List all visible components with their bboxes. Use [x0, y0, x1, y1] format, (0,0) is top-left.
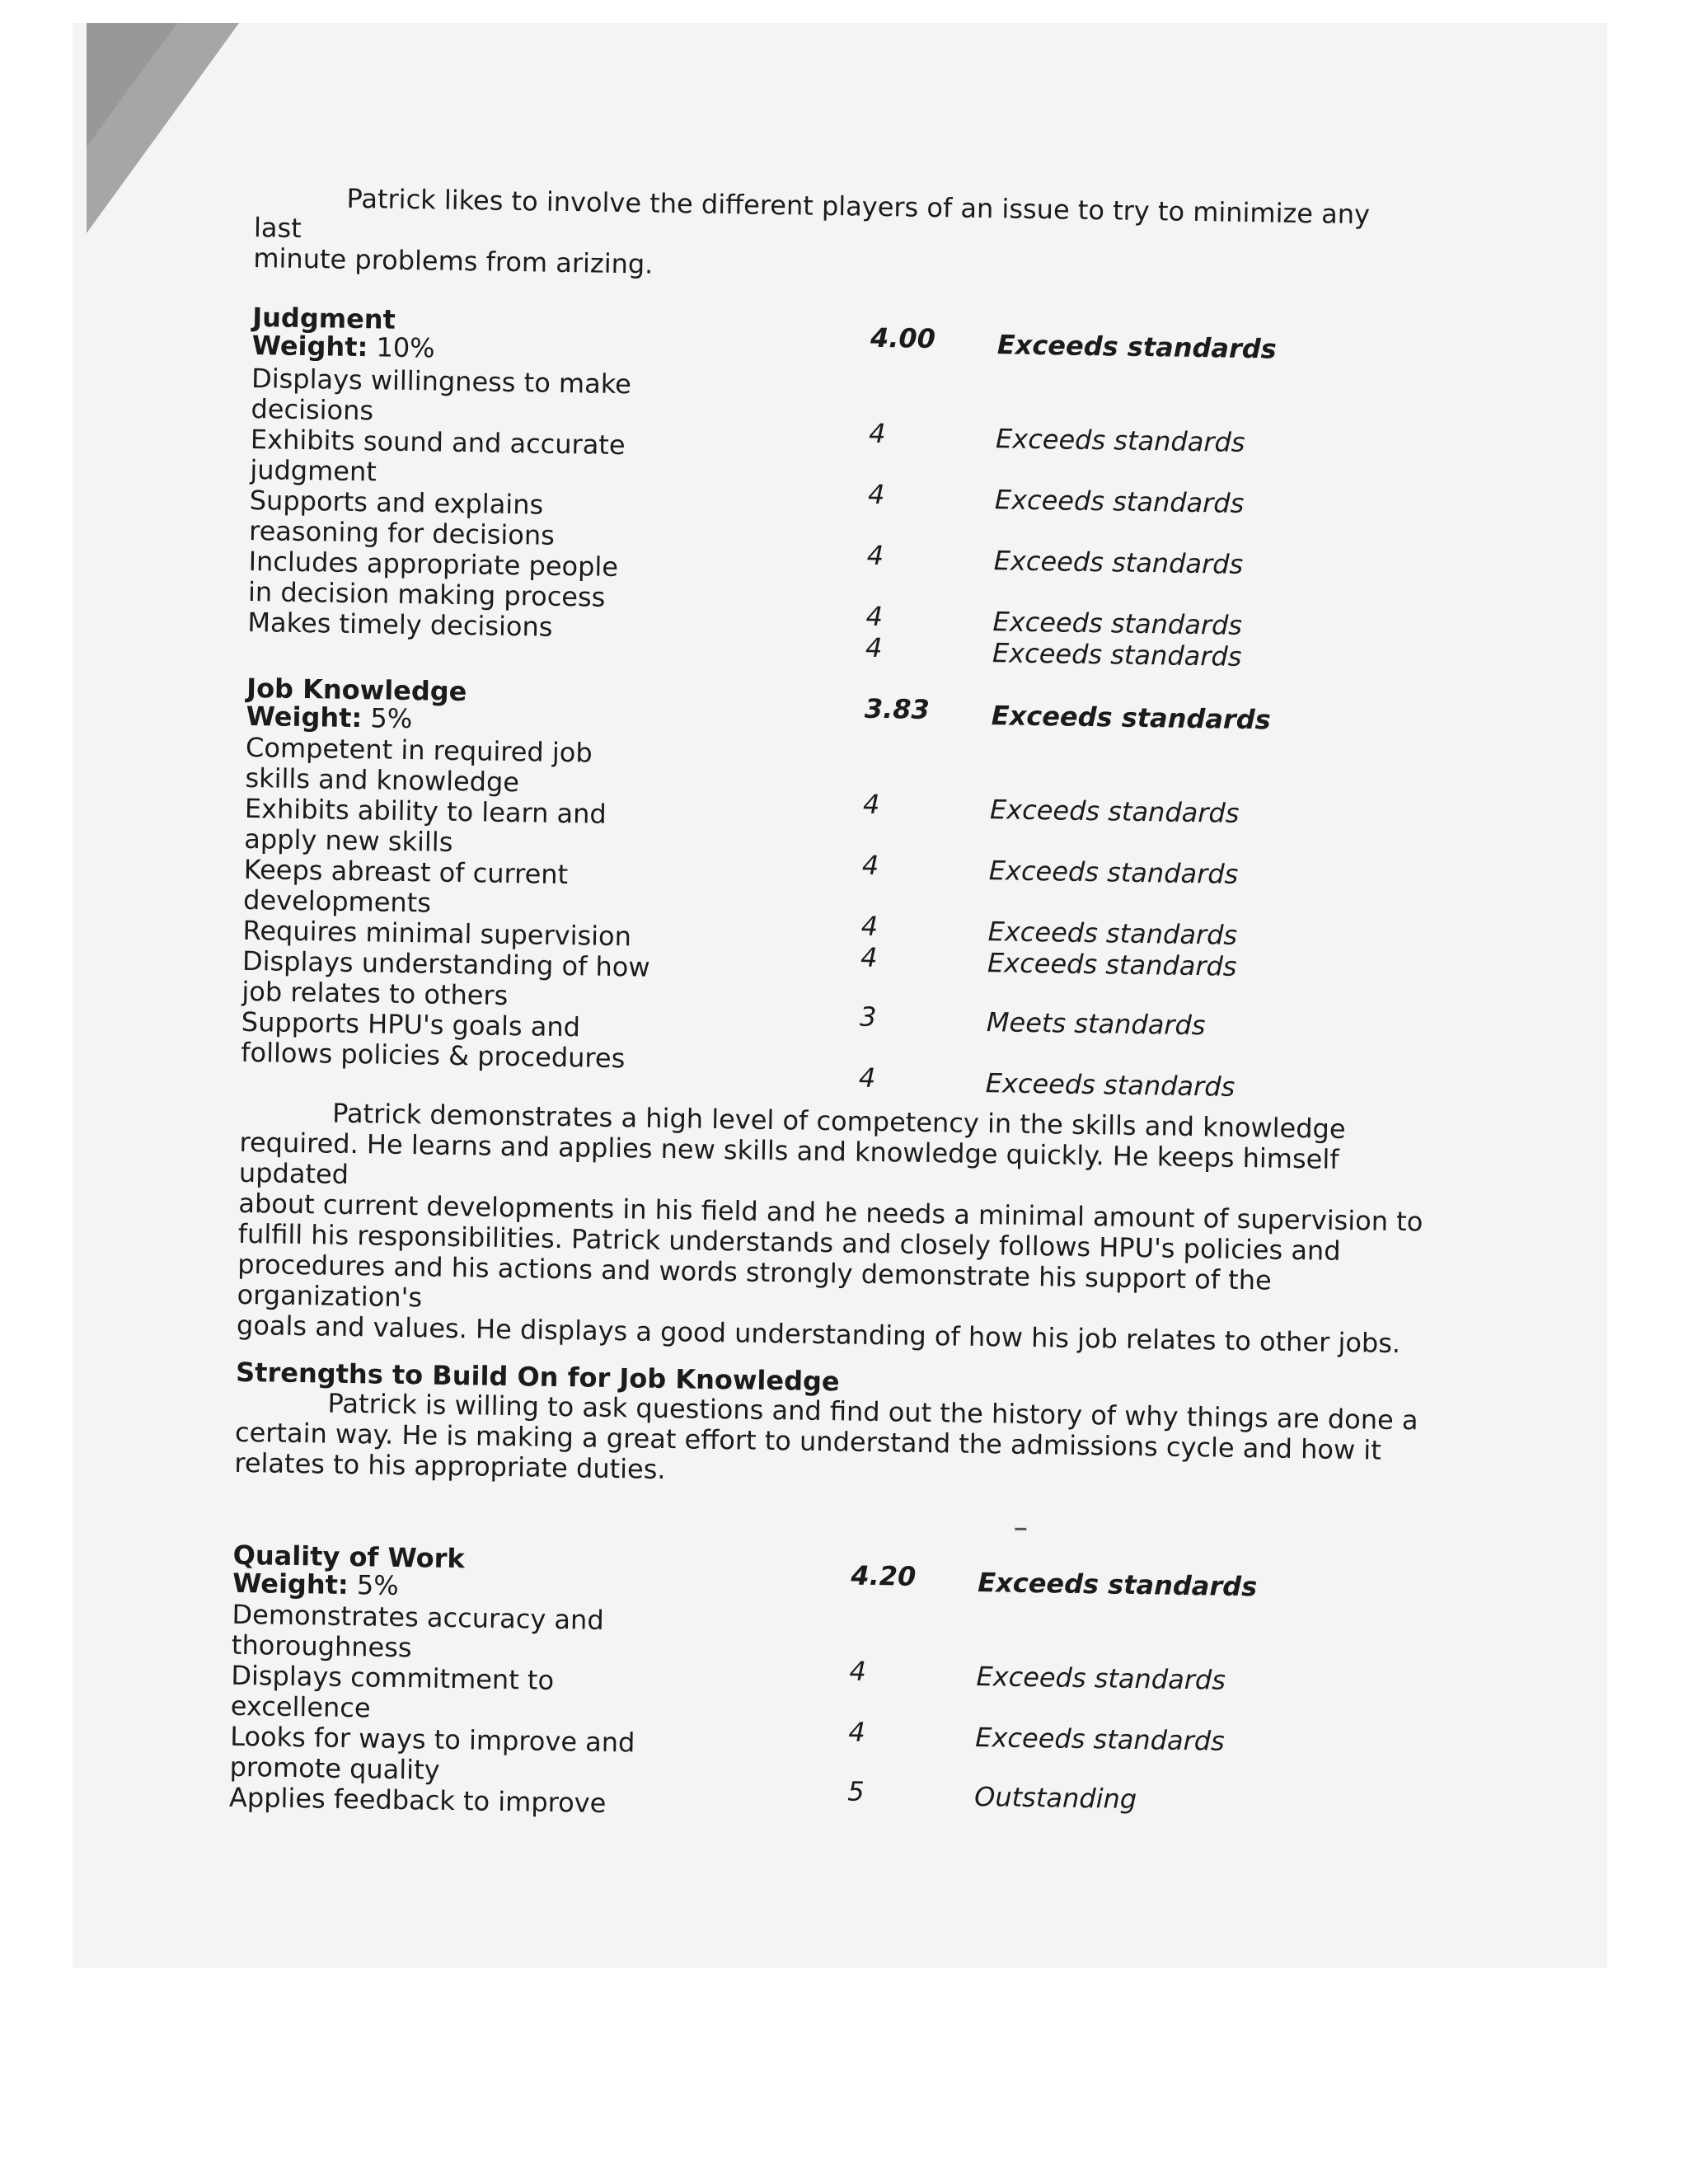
section-rating: Exceeds standards [977, 1567, 1258, 1603]
criterion-score: 4 [865, 631, 883, 664]
section-title: Job Knowledge [246, 672, 467, 708]
scan-speck [1015, 1528, 1026, 1530]
criterion-score: 4 [868, 417, 886, 450]
criterion-rating: Exceeds standards [987, 916, 1238, 951]
criterion-score: 4 [861, 849, 879, 882]
weight-value: 5% [370, 702, 413, 735]
criterion-label: Displays commitment to excellence [230, 1659, 555, 1724]
criterion-score: 4 [862, 788, 880, 821]
criterion-rating: Exceeds standards [992, 606, 1243, 641]
criterion-rating: Outstanding [973, 1780, 1137, 1816]
criterion-rating: Exceeds standards [995, 423, 1245, 458]
criterion-score: 4 [860, 910, 879, 942]
criterion-rating: Exceeds standards [975, 1721, 1226, 1757]
criterion-rating: Exceeds standards [988, 855, 1239, 890]
section-weight [232, 1568, 399, 1601]
criterion-score: 4 [865, 600, 884, 633]
criterion-score: 4 [848, 1716, 866, 1748]
weight-value: 10% [376, 331, 435, 364]
criterion-score: 4 [849, 1655, 867, 1687]
criterion-rating: Exceeds standards [994, 484, 1245, 519]
weight-label: Weight: [232, 1567, 349, 1601]
section-weight [246, 701, 412, 733]
criterion-label: Includes appropriate people in decision making process [247, 545, 619, 613]
section-rating: Exceeds standards [996, 329, 1278, 365]
criterion-score: 4 [866, 539, 884, 572]
section-score: 3.83 [864, 692, 931, 725]
criterion-rating: Exceeds standards [987, 947, 1237, 982]
strengths-text: Patrick is willing to ask questions and find out the history of why things are done a certain way. He is making a great effort to understand the admissions cycle and how it relates to his appropriate duties. [234, 1387, 1418, 1486]
criterion-label: Supports and explains reasoning for decisions [248, 484, 556, 551]
criterion-label: Competent in required job skills and knowledge [245, 731, 593, 799]
criterion-rating: Meets standards [986, 1006, 1206, 1042]
criterion-score: 3 [859, 1001, 877, 1033]
criterion-rating: Exceeds standards [976, 1660, 1226, 1696]
criterion-label: Displays understanding of how job relates to others [241, 944, 650, 1011]
criterion-rating: Exceeds standards [993, 545, 1244, 580]
criterion-label: Exhibits sound and accurate judgment [250, 423, 626, 488]
weight-label: Weight: [251, 329, 368, 363]
criterion-rating: Exceeds standards [989, 794, 1240, 829]
criterion-label: Displays willingness to make decisions [251, 362, 632, 427]
section-weight [251, 330, 434, 363]
criterion-label: Requires minimal supervision [242, 914, 632, 953]
weight-label: Weight: [246, 700, 363, 734]
section-score: 4.00 [870, 321, 936, 355]
criterion-label: Keeps abreast of current developments [242, 853, 569, 919]
criterion-score: 4 [867, 478, 885, 511]
criterion-label: Looks for ways to improve and promote quality [229, 1720, 635, 1786]
section-rating: Exceeds standards [991, 700, 1271, 736]
section-title: Quality of Work [232, 1539, 466, 1575]
criterion-score: 5 [846, 1775, 865, 1807]
weight-value: 5% [356, 1569, 399, 1601]
criterion-label: Applies feedback to improve [228, 1781, 607, 1819]
criterion-label: Makes timely decisions [247, 606, 553, 643]
intro-paragraph: Patrick likes to involve the different players of an issue to try to minimize any last minute problems from arizing. [253, 182, 1371, 280]
section-score: 4.20 [851, 1559, 917, 1592]
criterion-score: 4 [858, 1062, 876, 1094]
job-knowledge-comment: Patrick demonstrates a high level of competency in the skills and knowledge required. He learns and applies new skills and knowledge quickly. He keeps himself updated about current developments in his field and he needs a minimal amount of supervision to fulfill his responsibilities. Patrick understands and closely follows HPU's policies and procedures and his actions and words strongly demonstrate his support of the organization's goals and values. He displays a good understanding of how his job relates to other jobs. [236, 1097, 1423, 1360]
criterion-score: 4 [860, 941, 878, 973]
criterion-label: Demonstrates accuracy and thoroughness [231, 1598, 604, 1664]
criterion-label: Supports HPU's goals and follows policies & procedures [240, 1005, 626, 1075]
strengths-heading: Strengths to Build On for Job Knowledge [235, 1356, 840, 1398]
criterion-label: Exhibits ability to learn and apply new skills [244, 792, 607, 858]
criterion-rating: Exceeds standards [985, 1067, 1236, 1103]
criterion-rating: Exceeds standards [992, 637, 1242, 673]
section-title: Judgment [251, 301, 396, 335]
